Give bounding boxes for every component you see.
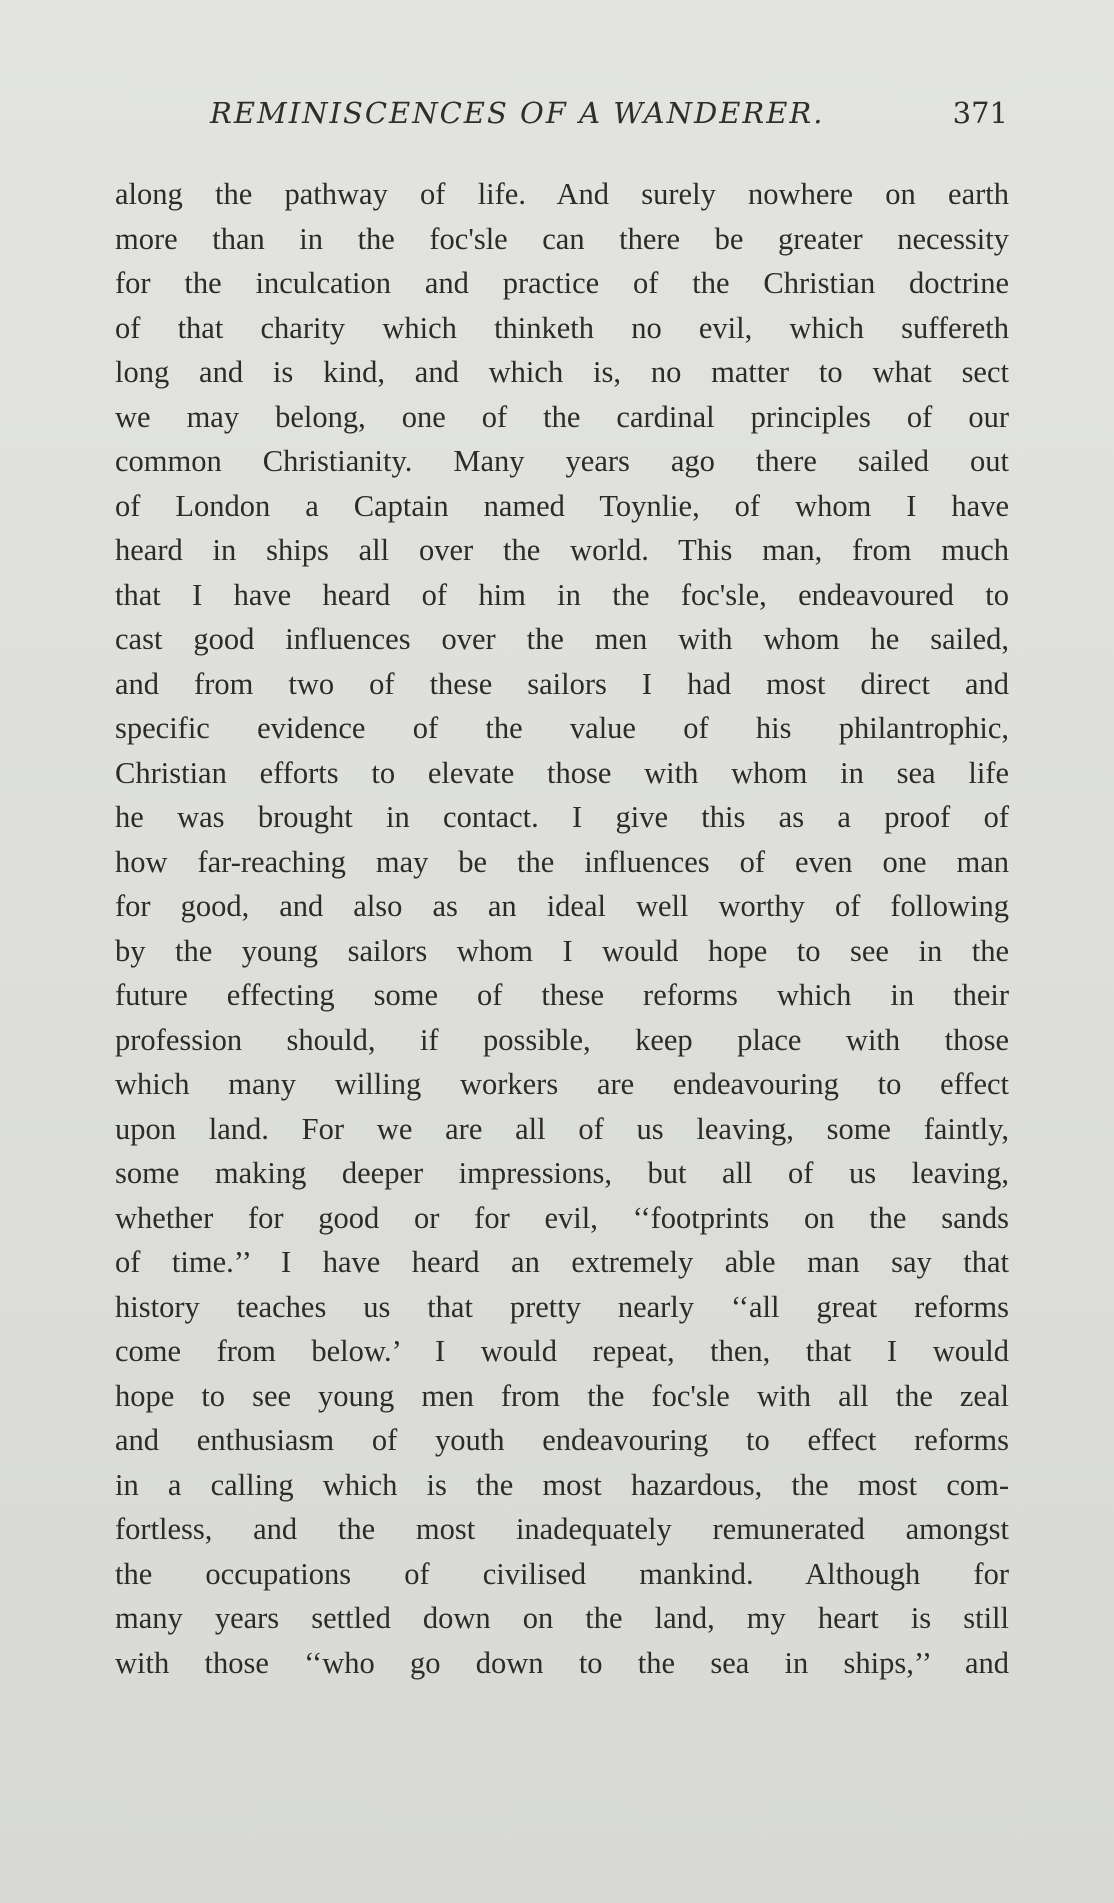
text-line: whether for good or for evil, ‘‘footprints on the sands bbox=[115, 1200, 1009, 1235]
text-line: for the inculcation and practice of the Christian doctrine bbox=[115, 266, 1009, 300]
text-line: in a calling which is the most hazardous, the most com- bbox=[115, 1467, 1009, 1502]
text-line: heard in ships all over the world. This man, from much bbox=[115, 533, 1009, 567]
text-line: for good, and also as an ideal well worthy of following bbox=[115, 889, 1009, 923]
text-line: we may belong, one of the cardinal principles of our bbox=[115, 399, 1009, 434]
text-line: future effecting some of these reforms which in their bbox=[115, 978, 1009, 1012]
running-title: REMINISCENCES OF A WANDERER. bbox=[210, 96, 825, 130]
text-line: fortless, and the most inadequately remunerated amongst bbox=[115, 1512, 1009, 1546]
text-line: profession should, if possible, keep place with those bbox=[115, 1022, 1009, 1057]
text-line: many years settled down on the land, my heart is still bbox=[115, 1601, 1009, 1635]
page-number: 371 bbox=[952, 96, 1008, 130]
text-line: and from two of these sailors I had most direct and bbox=[115, 666, 1009, 701]
text-line: of time.’’ I have heard an extremely able man say that bbox=[115, 1245, 1009, 1279]
text-line: upon land. For we are all of us leaving, some faintly, bbox=[115, 1111, 1009, 1146]
text-line: specific evidence of the value of his philantrophic, bbox=[115, 711, 1009, 745]
text-line: along the pathway of life. And surely nowhere on earth bbox=[115, 177, 1009, 211]
text-line: come from below.’ I would repeat, then, that I would bbox=[115, 1334, 1009, 1368]
text-line: by the young sailors whom I would hope to see in the bbox=[115, 933, 1009, 968]
text-line: how far-reaching may be the influences of even one man bbox=[115, 844, 1009, 879]
text-line: which many willing workers are endeavouring to effect bbox=[115, 1067, 1009, 1101]
text-line: some making deeper impressions, but all of us leaving, bbox=[115, 1156, 1009, 1190]
text-line: of London a Captain named Toynlie, of whom I have bbox=[115, 488, 1009, 523]
text-line: Christian efforts to elevate those with whom in sea life bbox=[115, 755, 1009, 790]
text-line: and enthusiasm of youth endeavouring to effect reforms bbox=[115, 1423, 1009, 1457]
text-line: of that charity which thinketh no evil, which suffereth bbox=[115, 310, 1009, 345]
text-line: hope to see young men from the foc'sle with all the zeal bbox=[115, 1378, 1009, 1413]
running-head bbox=[115, 96, 1010, 142]
text-line: that I have heard of him in the foc'sle, endeavoured to bbox=[115, 577, 1009, 612]
text-line: long and is kind, and which is, no matter to what sect bbox=[115, 355, 1009, 389]
text-line: cast good influences over the men with whom he sailed, bbox=[115, 622, 1009, 656]
text-line: with those ‘‘who go down to the sea in ships,’’ and bbox=[115, 1645, 1009, 1680]
text-line: more than in the foc'sle can there be greater necessity bbox=[115, 221, 1009, 256]
text-line: he was brought in contact. I give this as a proof of bbox=[115, 800, 1009, 834]
text-line: common Christianity. Many years ago there sailed out bbox=[115, 444, 1009, 478]
text-line: the occupations of civilised mankind. Although for bbox=[115, 1556, 1009, 1591]
body-text bbox=[115, 172, 1009, 1685]
text-line: history teaches us that pretty nearly ‘‘all great reforms bbox=[115, 1289, 1009, 1324]
